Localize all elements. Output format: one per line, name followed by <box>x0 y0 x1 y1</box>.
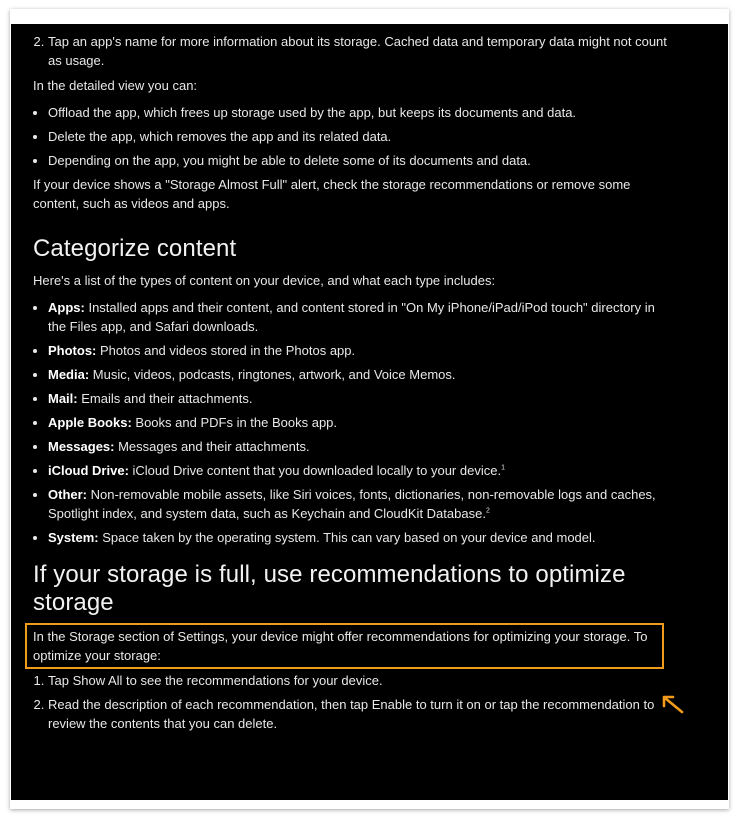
categorize-heading: Categorize content <box>33 235 237 262</box>
content-type-desc: Space taken by the operating system. This can vary based on your device and model. <box>98 530 596 545</box>
content-type-term: Apps: <box>48 300 85 315</box>
content-type-term: System: <box>48 530 99 545</box>
content-type-photos <box>48 341 673 360</box>
content-type-desc: Music, videos, podcasts, ringtones, artwork, and Voice Memos. <box>89 367 456 382</box>
content-type-term: Other: <box>48 487 87 502</box>
content-type-term: Apple Books: <box>48 415 132 430</box>
content-type-term: Media: <box>48 367 90 382</box>
content-type-term: Photos: <box>48 343 97 358</box>
content-type-icloud-drive <box>48 461 673 480</box>
content-type-term: Messages: <box>48 439 115 454</box>
article-content <box>11 24 728 800</box>
content-type-messages <box>48 437 673 456</box>
optimize-intro-text: In the Storage section of Settings, your device might offer recommendations for optimizing your storage. To optimize your storage: <box>33 629 648 663</box>
screenshot-frame <box>10 9 729 809</box>
content-type-apps <box>48 298 673 336</box>
content-type-other <box>48 485 673 523</box>
content-type-desc: Books and PDFs in the Books app. <box>131 415 338 430</box>
content-type-media <box>48 365 673 384</box>
content-type-desc: iCloud Drive content that you downloaded locally to your device. <box>128 463 502 478</box>
intro-step-list <box>33 32 673 70</box>
optimize-step-show-all: 1. Tap Show All to see the recommendations for your device. <box>48 671 673 690</box>
content-type-system <box>48 528 673 547</box>
arrow-pointer-icon <box>659 691 685 715</box>
optimize-step-enable: 2. Read the description of each recommendation, then tap Enable to turn it on or tap the recommendation to review the contents that you can delete. <box>48 695 673 733</box>
detail-item-delete: • Delete the app, which removes the app and its related data. <box>48 127 673 146</box>
storage-alert-text: If your device shows a "Storage Almost Full" alert, check the storage recommendations or remove some content, such as videos and apps. <box>33 177 631 211</box>
optimize-step-list <box>33 671 673 733</box>
content-type-desc: Photos and videos stored in the Photos app. <box>96 343 356 358</box>
content-type-mail <box>48 389 673 408</box>
content-type-desc: Messages and their attachments. <box>114 439 310 454</box>
footnote-marker[interactable]: 2 <box>485 507 490 515</box>
detail-item-offload: • Offload the app, which frees up storage used by the app, but keeps its documents and data. <box>48 103 673 122</box>
content-type-desc: Emails and their attachments. <box>77 391 253 406</box>
optimize-heading: If your storage is full, use recommendations to optimize storage <box>33 561 626 616</box>
content-type-desc: Non-removable mobile assets, like Siri voices, fonts, dictionaries, non-removable logs and caches, Spotlight index, and system data, such as Keychain and CloudKit Database. <box>48 487 656 521</box>
content-type-apple-books <box>48 413 673 432</box>
intro-step-item: 2. Tap an app's name for more information about its storage. Cached data and temporary data might not count as usage. <box>48 32 673 70</box>
content-type-term: iCloud Drive: <box>48 463 129 478</box>
content-type-term: Mail: <box>48 391 78 406</box>
categorize-intro: Here's a list of the types of content on your device, and what each type includes: <box>33 273 496 288</box>
content-type-list <box>33 298 673 547</box>
footnote-marker[interactable]: 1 <box>501 464 505 472</box>
content-type-desc: Installed apps and their content, and content stored in "On My iPhone/iPad/iPod touch" directory in the Files app, and Safari downloads. <box>48 300 655 334</box>
detail-intro-text: In the detailed view you can: <box>33 78 198 93</box>
detail-item-documents: • Depending on the app, you might be able to delete some of its documents and data. <box>48 151 673 170</box>
detail-list <box>33 103 673 170</box>
